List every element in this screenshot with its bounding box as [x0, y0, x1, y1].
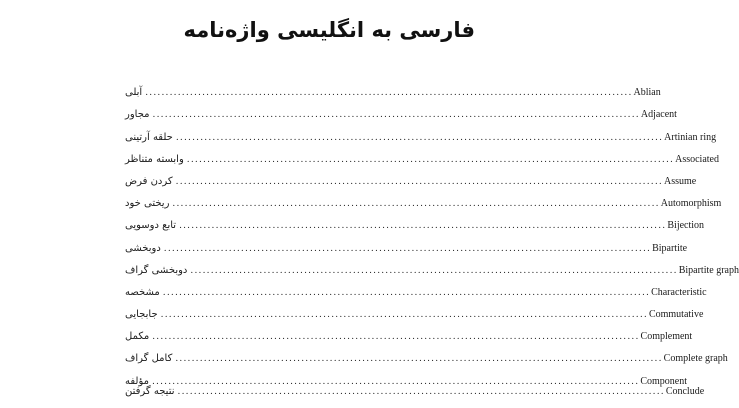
- dot-leader: ........................................................................................................................: [145, 88, 633, 99]
- glossary-row: [125, 145, 719, 167]
- persian-term: مکمل: [125, 331, 150, 343]
- english-term: Complement: [640, 331, 693, 343]
- persian-term: آبلی: [125, 87, 143, 99]
- english-term: Component: [640, 375, 687, 387]
- english-term: Bipartite: [652, 242, 688, 254]
- dot-leader: ........................................................................................................................: [186, 154, 675, 165]
- persian-term: مجاور: [125, 109, 150, 121]
- persian-term: مشخصه: [125, 286, 160, 298]
- english-term: Complete graph: [663, 353, 728, 365]
- persian-term: نتیجه گرفتن: [125, 385, 175, 397]
- glossary-row: [125, 167, 697, 189]
- persian-term: مؤلفه: [125, 375, 149, 387]
- glossary-row: [125, 278, 707, 300]
- persian-term: وابسته متناظر: [125, 153, 184, 165]
- persian-term: تابع دوسو‌یی: [125, 220, 177, 232]
- glossary-row: [125, 256, 739, 278]
- dot-leader: ........................................................................................................................: [172, 199, 660, 210]
- glossary-row: [125, 78, 661, 100]
- english-term: Associated: [675, 153, 719, 165]
- dot-leader: ........................................................................................................................: [179, 221, 667, 232]
- glossary-row: [125, 189, 722, 211]
- page-title: فارسی به انگلیسی واژه‌نامه: [183, 18, 475, 42]
- dot-leader: ........................................................................................................................: [160, 310, 648, 321]
- dot-leader: ........................................................................................................................: [175, 132, 664, 143]
- persian-term: دوبخشی: [125, 242, 161, 254]
- glossary-row: [125, 300, 704, 322]
- dot-leader: ........................................................................................................................: [177, 386, 665, 397]
- persian-term: جابجایی: [125, 309, 158, 321]
- dot-leader: ........................................................................................................................: [190, 265, 678, 276]
- glossary-row: [125, 385, 705, 399]
- persian-term: کردن فرض: [125, 175, 173, 187]
- glossary-list: [125, 78, 739, 399]
- english-term: Automorphism: [660, 198, 722, 210]
- dot-leader: ........................................................................................................................: [162, 287, 651, 298]
- dot-leader: ........................................................................................................................: [152, 110, 640, 121]
- english-term: Bijection: [667, 220, 705, 232]
- glossary-row: [125, 344, 728, 366]
- english-term: Characteristic: [651, 286, 707, 298]
- english-term: Ablian: [633, 87, 661, 99]
- english-term: Adjacent: [640, 109, 677, 121]
- persian-term: حلقه آرتینی: [125, 131, 173, 143]
- dot-leader: ........................................................................................................................: [175, 354, 663, 365]
- persian-term: دوبخشی گراف: [125, 264, 188, 276]
- dot-leader: ........................................................................................................................: [175, 176, 663, 187]
- dot-leader: ........................................................................................................................: [163, 243, 652, 254]
- persian-term: ریختی خود: [125, 198, 170, 210]
- english-term: Conclude: [665, 385, 705, 397]
- english-term: Commutative: [648, 309, 704, 321]
- english-term: Bipartite graph: [678, 264, 739, 276]
- dot-leader: ........................................................................................................................: [152, 332, 640, 343]
- english-term: Artinian ring: [664, 131, 717, 143]
- glossary-row: [125, 211, 705, 233]
- dot-leader: ........................................................................................................................: [152, 376, 640, 387]
- glossary-row: [125, 233, 688, 255]
- persian-term: کامل گراف: [125, 353, 173, 365]
- glossary-row: [125, 122, 717, 144]
- glossary-row: [125, 322, 693, 344]
- glossary-row: [125, 100, 677, 122]
- english-term: Assume: [663, 175, 697, 187]
